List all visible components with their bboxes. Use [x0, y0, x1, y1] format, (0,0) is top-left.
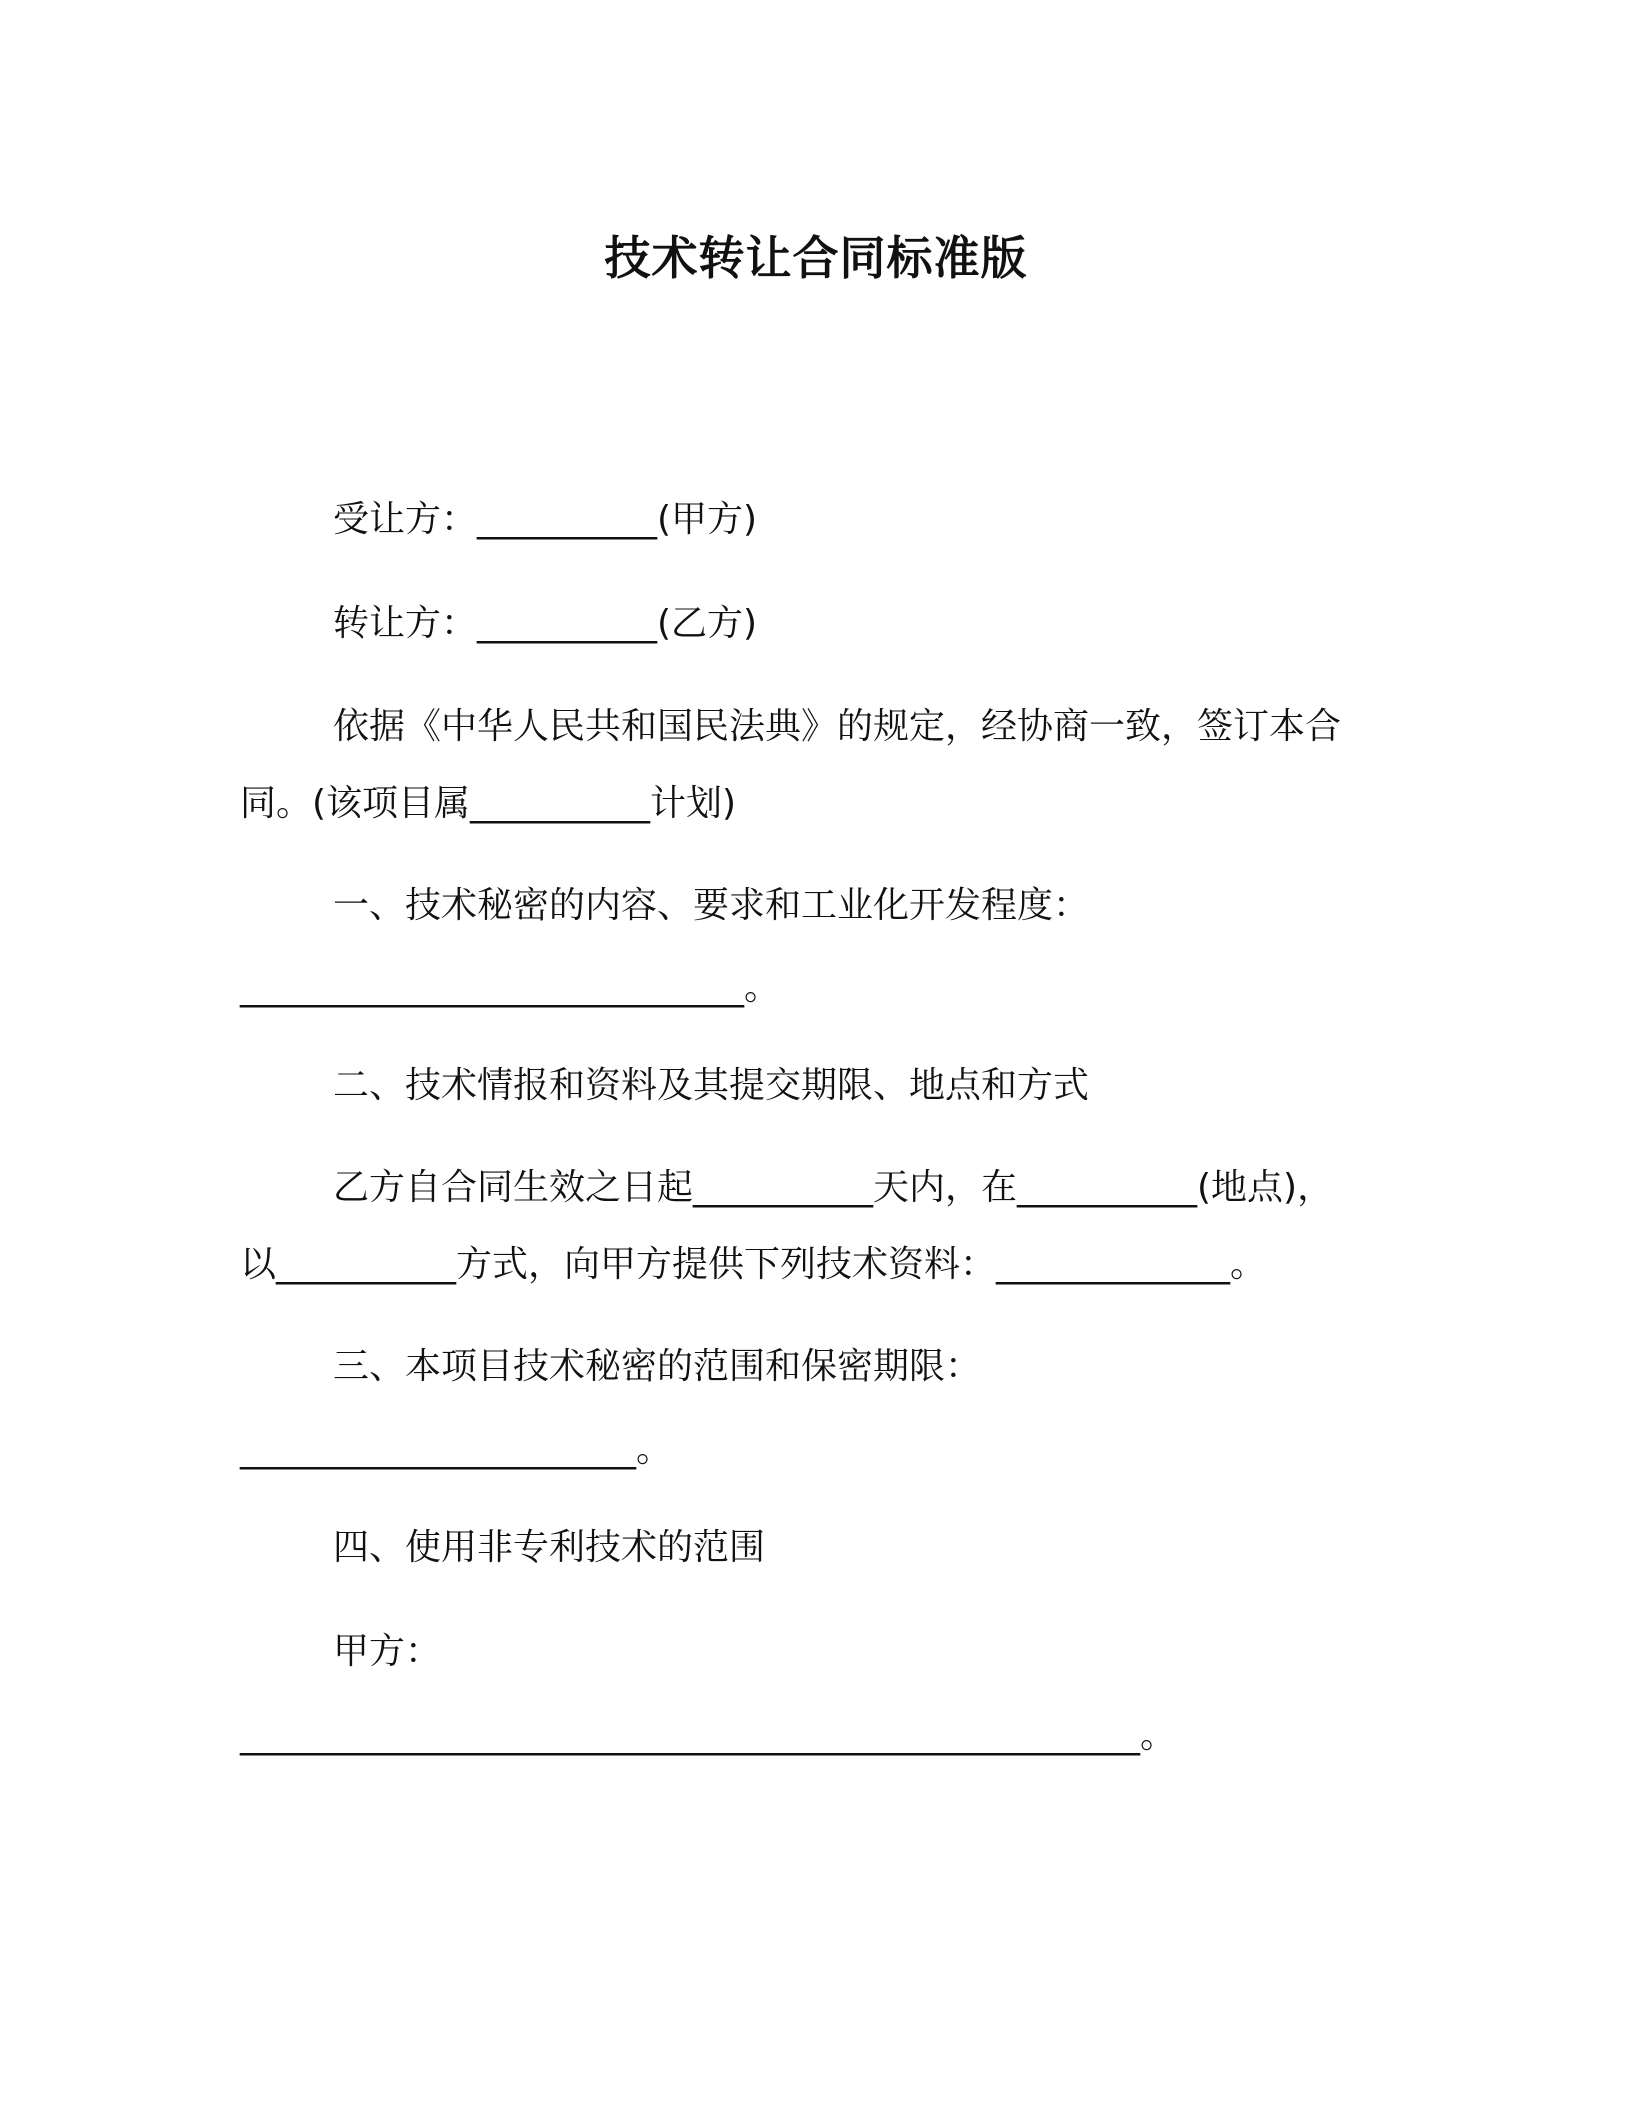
- party-a-blank: __________________________________________________。: [240, 1715, 1176, 1756]
- party-a-label: 甲方：: [333, 1631, 442, 1672]
- section-1-blank: ____________________________。: [240, 967, 780, 1008]
- section-1-heading: 一、技术秘密的内容、要求和工业化开发程度：: [333, 885, 1090, 926]
- section-3-blank: ______________________。: [240, 1429, 672, 1470]
- basis-line-2: 同。(该项目属__________计划): [240, 783, 737, 824]
- section-2-heading: 二、技术情报和资料及其提交期限、地点和方式: [333, 1065, 1090, 1106]
- section-3-heading: 三、本项目技术秘密的范围和保密期限：: [333, 1346, 982, 1387]
- transferor-line: 转让方：__________(乙方): [333, 603, 758, 644]
- transferee-line: 受让方：__________(甲方): [333, 499, 758, 540]
- section-2-text-2: 以__________方式，向甲方提供下列技术资料：_____________。: [240, 1244, 1267, 1285]
- section-4-heading: 四、使用非专利技术的范围: [333, 1527, 766, 1568]
- basis-line-1: 依据《中华人民共和国民法典》的规定，经协商一致，签订本合: [333, 706, 1342, 747]
- section-2-text-1: 乙方自合同生效之日起__________天内，在__________(地点)，: [333, 1167, 1334, 1208]
- document-title: 技术转让合同标准版: [604, 231, 1028, 285]
